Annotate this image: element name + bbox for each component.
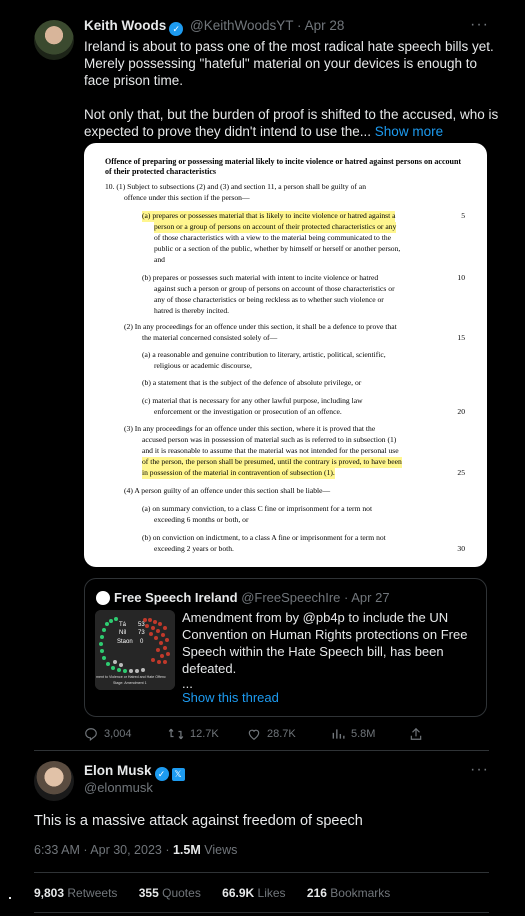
thumb-count-ta: 53 [138,622,145,628]
document-text: exceeding 6 months or both, or [154,515,249,524]
verified-badge-icon: ✓ [169,22,183,36]
bookmarks-label: Bookmarks [330,886,391,900]
document-text: accused person was in possession of material such as is referred to in subsection (1) [142,435,397,444]
heart-icon [247,727,261,741]
document-text: any of those characteristics or being reckless as to whether such violence or [154,295,384,304]
share-button[interactable] [409,727,423,741]
document-text: (b) prepares or possesses such material with intent to incite violence or hatred [142,273,379,282]
verified-badge-icon: ✓ [155,767,169,781]
document-text: of those characteristics with a view to the material being communicated to the [154,233,392,242]
document-text: (3) In any proceedings for an offence under this section, where it is proved that the [124,424,376,433]
tweet-text: This is a massive attack against freedom of speech [34,813,363,829]
thumb-label-staon: Staon [117,639,133,645]
likes-label: Likes [257,886,286,900]
document-text: offence under this section if the person— [124,193,250,202]
more-options-icon[interactable]: ··· [470,16,489,33]
quote-body: Amendment from by @pb4p to include the UN Convention on Human Rights protections on Free Speech within the Hate Speech bill, has been defeated. [182,610,468,676]
show-this-thread-link[interactable]: Show this thread [182,690,279,705]
line-number: 15 [457,333,465,342]
tweet-meta [34,843,237,857]
timestamp[interactable]: Apr 28 [304,18,345,33]
retweets-label: Retweets [67,886,118,900]
share-icon [409,727,423,741]
reply-icon [84,727,98,741]
document-text: (c) material that is necessary for any other lawful purpose, including law [142,396,363,405]
quote-ellipsis: ... [182,676,193,691]
thumb-label-nil: Níl [119,630,127,636]
decorative-dot [9,897,11,899]
highlighted-text: in possession of the material in contravention of subsection (1). [142,468,335,477]
document-text: public or a section of the public, whether by himself or herself or another person, [154,244,401,253]
thumb-label-ta: Tá [119,622,127,628]
document-heading: Offence of preparing or possessing material likely to incite violence or hatred against persons on account of their protected characteristics [105,157,462,176]
thumb-caption-2: Stage: Amendment 1 [113,681,147,685]
document-text: enforcement or the investigation or prosecution of an offence. [154,407,342,416]
quote-thumbnail-image[interactable] [95,610,175,690]
author-name[interactable]: Elon Musk [84,763,152,778]
author-handle[interactable]: @elonmusk [84,780,153,795]
likes-stat[interactable] [222,886,285,900]
document-text: (b) on conviction on indictment, to a class A fine or imprisonment for a term not [142,533,386,542]
retweet-button[interactable] [168,727,219,741]
tweet-header [84,763,185,781]
tweet-header [84,18,344,36]
views-count: 1.5M [172,843,201,857]
document-text: and [154,255,165,264]
document-text: religious or academic discourse, [154,361,252,370]
line-number: 10 [457,273,465,282]
divider [34,872,489,873]
quotes-label: Quotes [162,886,201,900]
timestamp[interactable]: 6:33 AM · Apr 30, 2023 · [34,843,170,857]
line-number: 5 [461,211,465,220]
author-name[interactable]: Keith Woods [84,18,167,33]
document-text: (a) a reasonable and genuine contribution to literary, artistic, political, scientific, [142,350,386,359]
document-text: hatred is thereby incited. [154,306,230,315]
author-handle[interactable]: @KeithWoodsYT [190,18,294,33]
divider [34,912,489,913]
tweet-paragraph-2: Not only that, but the burden of proof is shifted to the accused, who is expected to prove they didn't intend to use the... [84,107,499,139]
like-count: 28.7K [267,728,296,740]
retweets-count: 9,803 [34,886,65,900]
affiliate-badge-icon: 𝕏 [172,768,185,781]
highlighted-text: (a) prepares or possesses material that is likely to incite violence or hatred against a [142,211,396,220]
thumb-caption-1: ment to Violence or Hatred and Hate Offenc [96,675,166,679]
thumb-count-nil: 73 [138,630,145,636]
attached-image-document[interactable] [84,143,487,567]
thumb-count-staon: 0 [140,639,144,645]
quote-header [96,590,390,605]
like-button[interactable] [247,727,296,741]
tweet-text [84,38,499,140]
views-label: Views [204,843,238,857]
highlighted-text: of the person, the person shall be presumed, until the contrary is proved, to have been [142,457,402,466]
reply-count: 3,004 [104,728,132,740]
analytics-icon [331,727,345,741]
bookmarks-count: 216 [306,886,327,900]
retweets-stat[interactable] [34,886,117,900]
quote-date: Apr 27 [351,590,390,605]
quote-handle: @FreeSpeechIre [241,590,341,605]
avatar[interactable] [34,761,74,801]
retweet-icon [168,727,184,741]
document-text: and it is reasonable to assume that the material was not intended for the personal use [142,446,399,455]
reply-button[interactable] [84,727,132,741]
document-text: (b) a statement that is the subject of the defence of absolute privilege, or [142,378,362,387]
tweet-paragraph-1: Ireland is about to pass one of the most radical hate speech bills yet. Merely possessing "hateful" material on your devices is enough to face prison time. [84,39,494,88]
document-text: (4) A person guilty of an offence under this section shall be liable— [124,486,331,495]
line-number: 30 [457,544,465,553]
line-number: 20 [457,407,465,416]
bookmarks-stat[interactable] [307,886,390,900]
separator: · [297,18,302,33]
quote-avatar [96,591,110,605]
line-number: 25 [457,468,465,477]
avatar[interactable] [34,20,74,60]
retweet-count: 12.7K [190,728,219,740]
engagement-stats [34,886,408,900]
view-count: 5.8M [351,728,376,740]
quotes-stat[interactable] [139,886,201,900]
separator: · [344,590,349,605]
quote-text [182,609,472,691]
likes-count: 66.9K [222,886,255,900]
document-text: exceeding 2 years or both. [154,544,234,553]
views-button[interactable] [331,727,375,741]
document-text: the material concerned consisted solely of— [142,333,278,342]
document-text: (a) on summary conviction, to a class C fine or imprisonment for a term not [142,504,373,513]
document-text: 10. (1) Subject to subsections (2) and (3) and section 11, a person shall be guilty of an [105,182,367,191]
document-text: against such a person or group of persons on account of those characteristics or [154,284,395,293]
quoted-tweet[interactable] [84,578,487,717]
show-more-link[interactable]: Show more [374,124,444,139]
quotes-count: 355 [138,886,159,900]
quote-author-name: Free Speech Ireland [114,590,238,605]
highlighted-text: person or a group of persons on account of their protected characteristics or any [154,222,397,231]
document-text: (2) In any proceedings for an offence under this section, it shall be a defence to prove that [124,322,397,331]
more-options-icon[interactable]: ··· [470,761,489,778]
